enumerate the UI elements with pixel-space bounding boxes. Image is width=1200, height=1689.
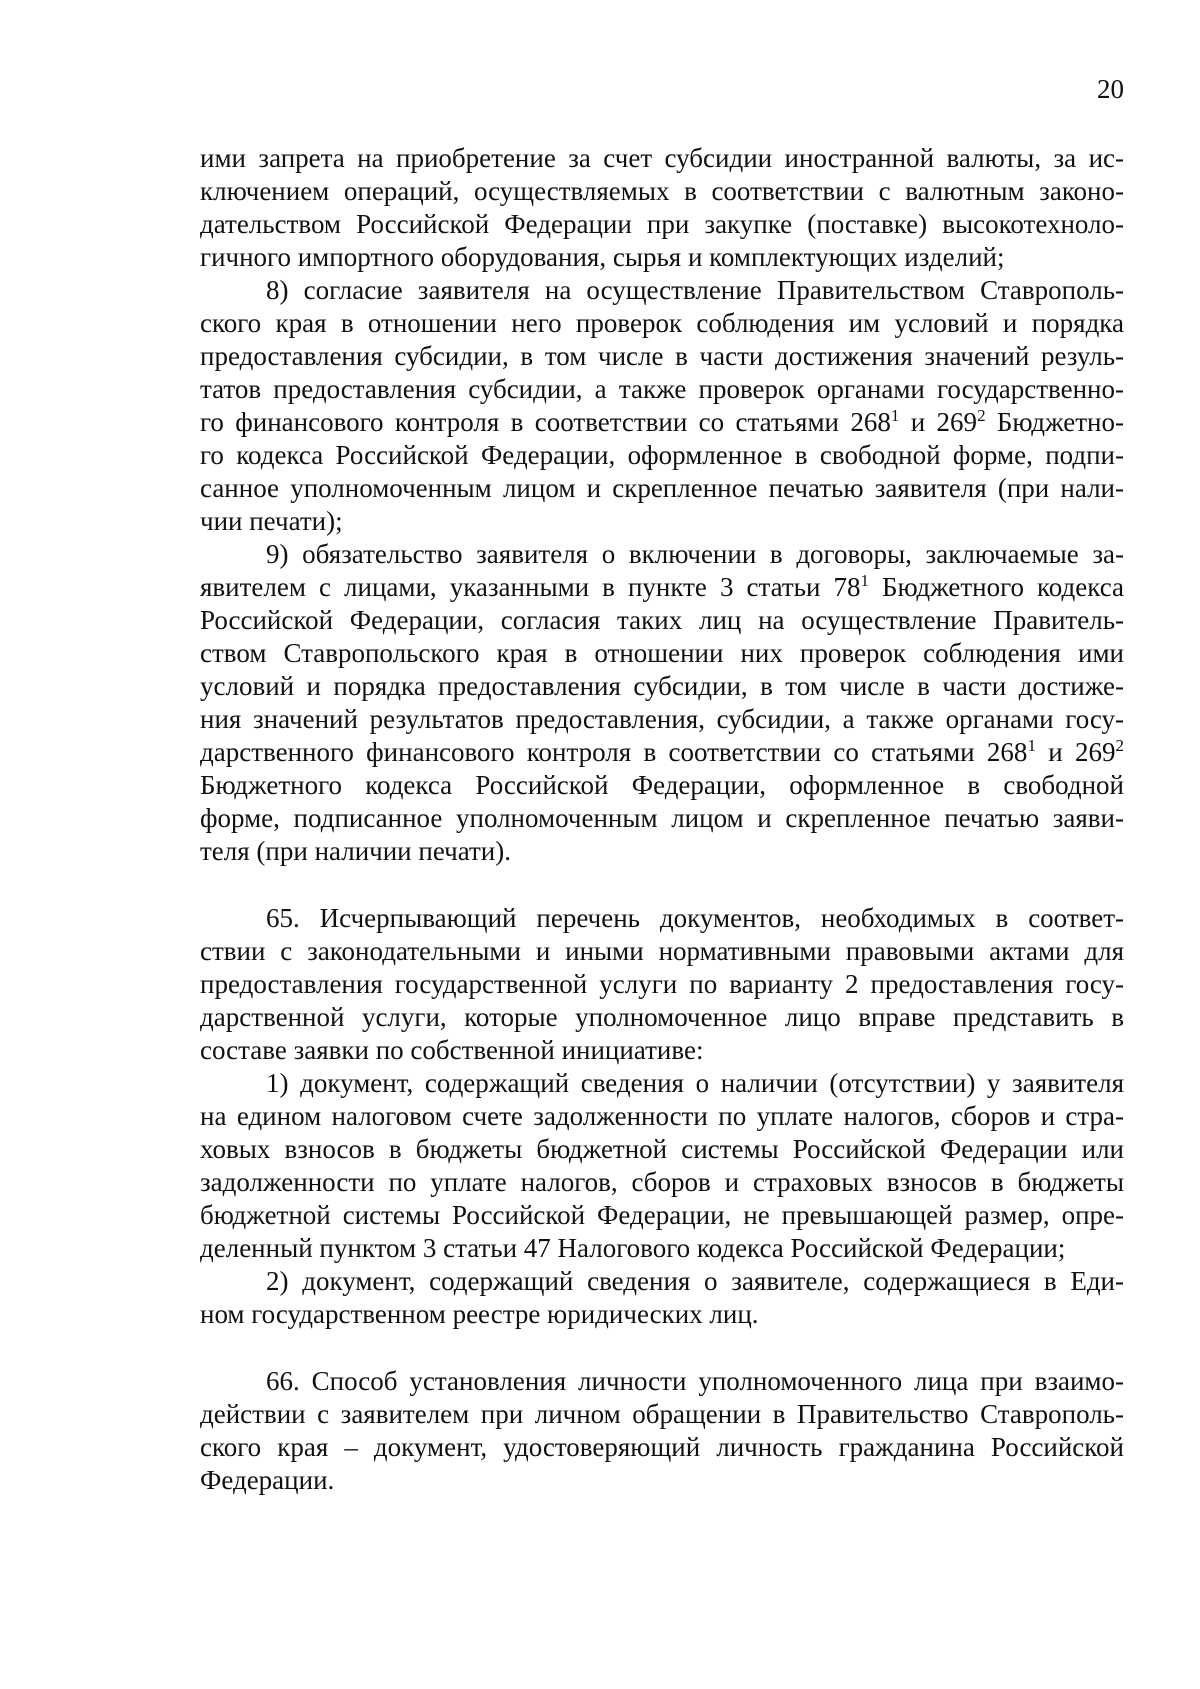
- text-line: ими запрета на приобретение за счет субсидии иностранной валюты, за ис-: [200, 143, 1124, 173]
- text-line: дательством Российской Федерации при закупке (поставке) высокотехноло-: [200, 209, 1124, 239]
- paragraph-gap: [200, 1331, 1124, 1365]
- text-line: Российской Федерации, согласия таких лиц на осуществление Правитель-: [200, 605, 1124, 635]
- text-line: Бюджетного кодекса Российской Федерации, оформленное в свободной: [200, 770, 1124, 800]
- text-line: гичного импортного оборудования, сырья и комплектующих изделий;: [200, 242, 1005, 272]
- text-line: условий и порядка предоставления субсидии, в том числе в части достиже-: [200, 671, 1124, 701]
- paragraph-item-8: [200, 274, 1124, 538]
- text-line: деленный пунктом 3 статьи 47 Налогового кодекса Российской Федерации;: [200, 1233, 1066, 1263]
- text-line: Федерации.: [200, 1465, 335, 1495]
- text-line: татов предоставления субсидии, а также проверок органами государственно-: [200, 374, 1124, 404]
- paragraph-65-item-2: [200, 1265, 1124, 1331]
- text-line: 66. Способ установления личности уполномоченного лица при взаимо-: [266, 1366, 1124, 1396]
- text-line: составе заявки по собственной инициативе:: [200, 1035, 704, 1065]
- text-line: форме, подписанное уполномоченным лицом и скрепленное печатью заяви-: [200, 803, 1124, 833]
- text-line: явителем с лицами, указанными в пункте 3 статьи $78^1$ Бюджетного кодекса: [200, 571, 1124, 602]
- text-line: ского края – документ, удостоверяющий личность гражданина Российской: [200, 1432, 1124, 1462]
- text-line: предоставления государственной услуги по варианту 2 предоставления госу-: [200, 969, 1124, 999]
- text-line: ского края в отношении него проверок соблюдения им условий и порядка: [200, 308, 1124, 338]
- text-line: 2) документ, содержащий сведения о заявителе, содержащиеся в Еди-: [266, 1266, 1124, 1296]
- document-body: [200, 142, 1124, 1497]
- text-line: санное уполномоченным лицом и скрепленное печатью заявителя (при нали-: [200, 473, 1124, 503]
- paragraph-gap: [200, 868, 1124, 902]
- text-line: бюджетной системы Российской Федерации, не превышающей размер, опре-: [200, 1200, 1124, 1230]
- paragraph-item-9: [200, 538, 1124, 868]
- text-line: 8) согласие заявителя на осуществление Правительством Ставрополь-: [266, 275, 1124, 305]
- text-line: чии печати);: [200, 506, 343, 536]
- page-number: 20: [1097, 74, 1124, 104]
- text-line: теля (при наличии печати).: [200, 836, 512, 866]
- paragraph-65: [200, 902, 1124, 1067]
- text-line: дарственной услуги, которые уполномоченное лицо вправе представить в: [200, 1002, 1124, 1032]
- text-line: предоставления субсидии, в том числе в части достижения значений резуль-: [200, 341, 1124, 371]
- paragraph-continuation: [200, 142, 1124, 274]
- text-line: го кодекса Российской Федерации, оформленное в свободной форме, подпи-: [200, 440, 1124, 470]
- text-line: ством Ставропольского края в отношении них проверок соблюдения ими: [200, 638, 1124, 668]
- text-line: ном государственном реестре юридических лиц.: [200, 1299, 759, 1329]
- text-line: ствии с законодательными и иными нормативными правовыми актами для: [200, 936, 1124, 966]
- text-line: ховых взносов в бюджеты бюджетной системы Российской Федерации или: [200, 1134, 1124, 1164]
- text-line: 1) документ, содержащий сведения о наличии (отсутствии) у заявителя: [266, 1068, 1124, 1098]
- paragraph-65-item-1: [200, 1067, 1124, 1265]
- text-line: на едином налоговом счете задолженности по уплате налогов, сборов и стра-: [200, 1101, 1124, 1131]
- text-line: 9) обязательство заявителя о включении в договоры, заключаемые за-: [266, 539, 1124, 569]
- text-line: дарственного финансового контроля в соответствии со статьями $268^1$ и $269^2$: [200, 736, 1125, 767]
- text-line: ключением операций, осуществляемых в соответствии с валютным законо-: [200, 176, 1124, 206]
- paragraph-66: [200, 1365, 1124, 1497]
- text-line: 65. Исчерпывающий перечень документов, необходимых в соответ-: [266, 903, 1124, 933]
- text-line: ния значений результатов предоставления, субсидии, а также органами госу-: [200, 704, 1124, 734]
- text-line: го финансового контроля в соответствии со статьями $268^1$ и $269^2$ Бюджетно-: [200, 406, 1124, 437]
- text-line: задолженности по уплате налогов, сборов и страховых взносов в бюджеты: [200, 1167, 1124, 1197]
- text-line: действии с заявителем при личном обращении в Правительство Ставрополь-: [200, 1399, 1124, 1429]
